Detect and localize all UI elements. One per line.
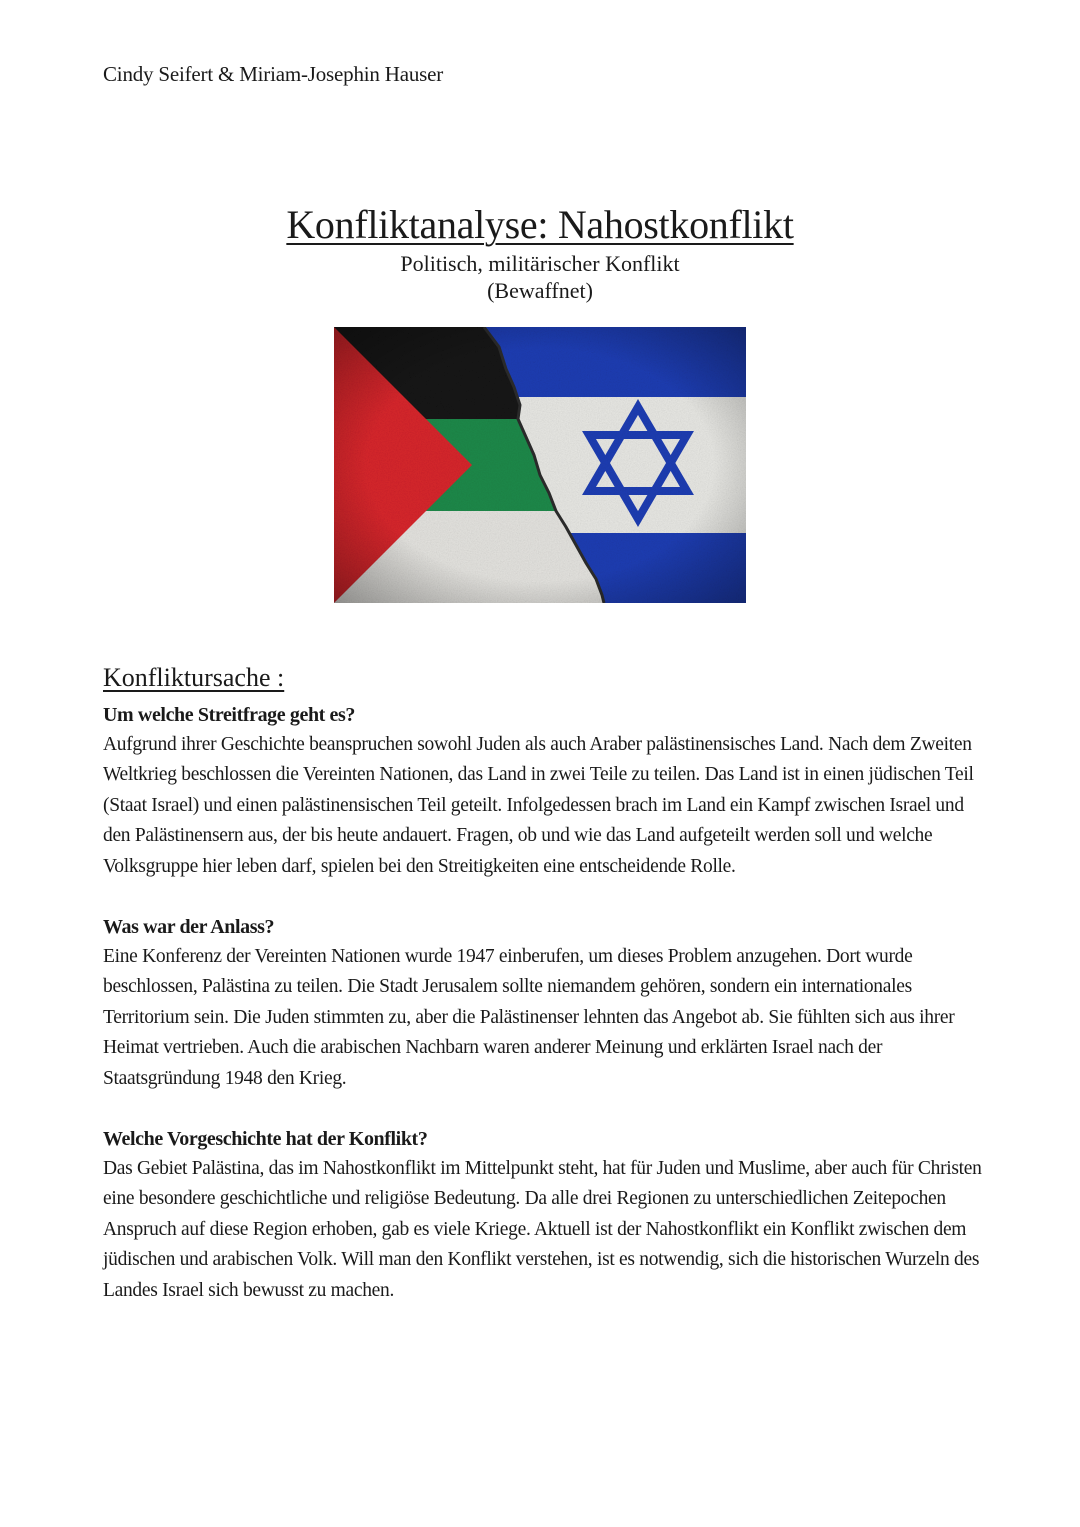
palestine-israel-flags-image (334, 327, 746, 603)
title-block (0, 200, 1080, 304)
answer-paragraph: Das Gebiet Palästina, das im Nahostkonflikt im Mittelpunkt steht, hat für Juden und Muslime, aber auch für Christen eine besondere geschichtliche und religiöse Bedeutung. Da alle drei Regionen zu unterschiedlichen Zeitepochen Anspruch auf diese Region erhoben, gab es viele Kriege. Aktuell ist der Nahostkonflikt ein Konflikt zwischen dem jüdischen und arabischen Volk. Will man den Konflikt verstehen, ist es notwendig, sich die historischen Wurzeln des Landes Israel sich bewusst zu machen. (103, 1158, 982, 1301)
section-heading-konfliktursache: Konfliktursache : (103, 663, 285, 692)
question-heading: Was war der Anlass? (103, 916, 275, 939)
subtitle-armed: (Bewaffnet) (487, 278, 593, 303)
question-block (103, 1124, 983, 1306)
question-block (103, 700, 983, 882)
question-block (103, 912, 983, 1094)
subtitle-conflict-type: Politisch, militärischer Konflikt (400, 251, 680, 276)
question-heading: Welche Vorgeschichte hat der Konflikt? (103, 1128, 428, 1151)
answer-paragraph: Aufgrund ihrer Geschichte beanspruchen sowohl Juden als auch Araber palästinensisches Land. Nach dem Zweiten Weltkrieg beschlossen die Vereinten Nationen, das Land in zwei Teile zu teilen. Das Land ist in einen jüdischen Teil (Staat Israel) und einen palästinensischen Teil geteilt. Infolgedessen brach im Land ein Kampf zwischen Israel und den Palästinensern aus, der bis heute andauert. Fragen, ob und wie das Land aufgeteilt werden soll und welche Volksgruppe hier leben darf, spielen bei den Streitigkeiten eine entscheidende Rolle. (103, 734, 974, 877)
flags-illustration (334, 327, 746, 603)
authors-line: Cindy Seifert & Miriam-Josephin Hauser (103, 62, 444, 86)
answer-paragraph: Eine Konferenz der Vereinten Nationen wurde 1947 einberufen, um dieses Problem anzugehen. Dort wurde beschlossen, Palästina zu teilen. Die Stadt Jerusalem sollte niemandem gehören, sondern ein internationales Territorium sein. Die Juden stimmten zu, aber die Palästinenser lehnten das Angebot ab. Sie fühlten sich aus ihrer Heimat vertrieben. Auch die arabischen Nachbarn waren anderer Meinung und erklärten Israel nach der Staatsgründung 1948 den Krieg. (103, 946, 955, 1089)
page-title: Konfliktanalyse: Nahostkonflikt (286, 202, 794, 247)
content-section (103, 662, 983, 1336)
question-heading: Um welche Streitfrage geht es? (103, 704, 355, 726)
